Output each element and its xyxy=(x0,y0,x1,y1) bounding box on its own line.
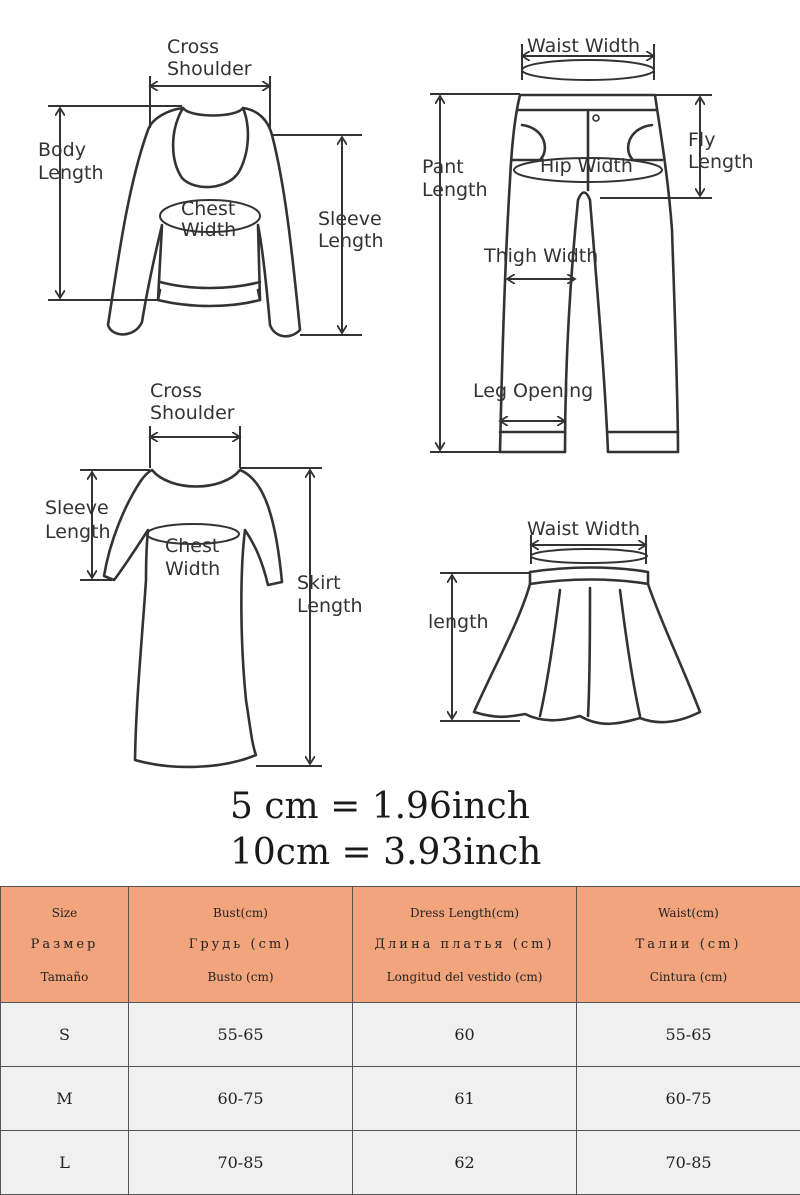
dress-sleeve-length-measure xyxy=(45,470,150,580)
sweater-chest-width-label-1: Chest xyxy=(181,198,236,220)
dress-cross-shoulder-label-1: Cross xyxy=(150,380,203,402)
pants-hip-width-label: Hip Width xyxy=(540,155,633,177)
header-size-ru: Размер xyxy=(30,936,99,952)
pants-leg-opening-label: Leg Opening xyxy=(473,380,594,402)
skirt-waist-width-measure xyxy=(527,518,647,564)
dress-cross-shoulder-measure xyxy=(150,380,240,468)
pants-pant-length-label-2: Length xyxy=(422,179,488,201)
cell-bust: 55-65 xyxy=(129,1003,353,1067)
conversion-line-1: 5 cm = 1.96inch xyxy=(230,786,530,827)
pants-thigh-width-label: Thigh Width xyxy=(484,245,599,267)
pants-waist-width-label: Waist Width xyxy=(527,35,641,57)
table-header-row xyxy=(1,887,800,1003)
dress-chest-width-label-2: Width xyxy=(165,558,221,580)
sweater-sleeve-length-label-2: Length xyxy=(318,230,384,252)
header-size-es: Tamaño xyxy=(40,969,89,984)
cell-waist: 70-85 xyxy=(577,1131,800,1195)
sweater-cross-shoulder-label-2: Shoulder xyxy=(167,58,252,80)
header-size xyxy=(1,887,129,1003)
sweater-body-length-label-2: Length xyxy=(38,162,104,184)
cell-waist: 60-75 xyxy=(577,1067,800,1131)
skirt-length-label: length xyxy=(428,611,489,633)
dress-skirt-length-label-1: Skirt xyxy=(297,572,341,594)
header-waist-ru: Талии (cm) xyxy=(635,936,742,952)
pants-fly-length-label-1: Fly xyxy=(688,129,716,151)
dress-skirt-length-label-2: Length xyxy=(297,595,363,617)
conversion-line-2: 10cm = 3.93inch xyxy=(230,832,542,873)
header-dress-length-es: Longitud del vestido (cm) xyxy=(386,969,543,984)
cell-waist: 55-65 xyxy=(577,1003,800,1067)
dress-chest-width-measure xyxy=(147,524,239,580)
sweater-chest-width-label-2: Width xyxy=(181,219,237,241)
header-bust-en: Bust(cm) xyxy=(213,905,268,920)
cell-size: M xyxy=(1,1067,129,1131)
header-dress-length-en: Dress Length(cm) xyxy=(409,905,520,920)
dress-sleeve-length-label-2: Length xyxy=(45,521,111,543)
skirt-illustration xyxy=(474,568,700,724)
header-waist-es: Cintura (cm) xyxy=(649,969,728,984)
cell-dress-length: 61 xyxy=(353,1067,577,1131)
sweater-cross-shoulder-label-1: Cross xyxy=(167,36,220,58)
dress-skirt-length-measure xyxy=(240,468,363,766)
cell-size: S xyxy=(1,1003,129,1067)
dress-cross-shoulder-label-2: Shoulder xyxy=(150,402,235,424)
sweater-chest-width-measure xyxy=(160,198,260,241)
dress-chest-width-label-1: Chest xyxy=(165,535,220,557)
table-row xyxy=(1,1067,800,1131)
sweater-sleeve-length-label-1: Sleeve xyxy=(318,208,382,230)
header-dress-length-ru: Длина платья (cm) xyxy=(374,936,555,952)
header-bust-es: Busto (cm) xyxy=(207,969,274,984)
header-dress-length xyxy=(353,887,577,1003)
header-bust xyxy=(129,887,353,1003)
pants-leg-opening-measure xyxy=(473,380,593,421)
pants-waist-width-measure xyxy=(522,35,654,80)
header-bust-ru: Грудь (cm) xyxy=(188,936,293,952)
cell-bust: 60-75 xyxy=(129,1067,353,1131)
cell-dress-length: 60 xyxy=(353,1003,577,1067)
size-chart-table xyxy=(0,886,800,1195)
table-row xyxy=(1,1131,800,1195)
header-waist-en: Waist(cm) xyxy=(658,905,719,920)
table-row xyxy=(1,1003,800,1067)
skirt-waist-width-label: Waist Width xyxy=(527,518,641,540)
pants-pant-length-label-1: Pant xyxy=(422,156,464,178)
pants-fly-length-label-2: Length xyxy=(688,151,754,173)
cell-bust: 70-85 xyxy=(129,1131,353,1195)
dress-illustration xyxy=(104,470,282,767)
sweater-body-length-label-1: Body xyxy=(38,139,86,161)
dress-sleeve-length-label-1: Sleeve xyxy=(45,497,109,519)
header-size-en: Size xyxy=(51,905,78,920)
pants-thigh-width-measure xyxy=(483,245,598,279)
header-waist xyxy=(577,887,800,1003)
cell-dress-length: 62 xyxy=(353,1131,577,1195)
cell-size: L xyxy=(1,1131,129,1195)
